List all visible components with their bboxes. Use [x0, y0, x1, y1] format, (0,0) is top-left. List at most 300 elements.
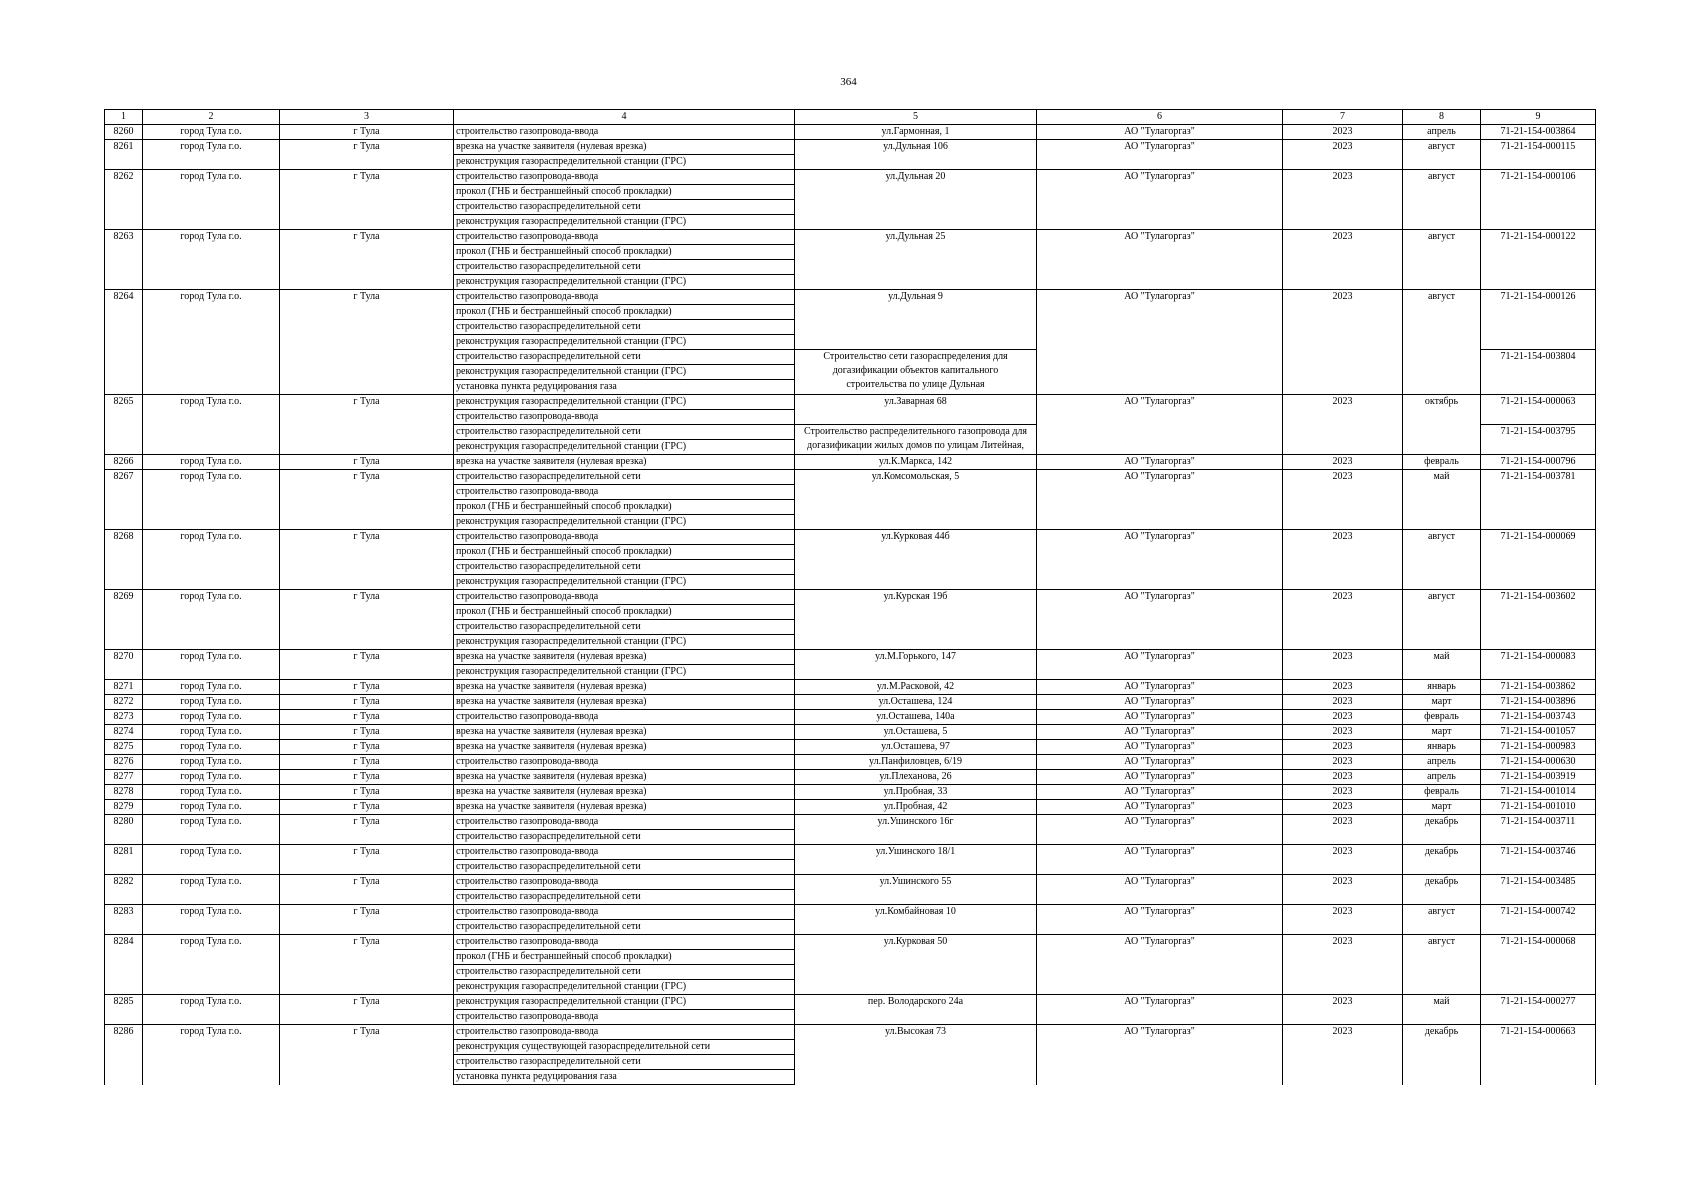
month-cell: декабрь — [1403, 845, 1481, 875]
district-cell: город Тула г.о. — [143, 680, 280, 695]
locality-cell: г Тула — [280, 395, 454, 455]
work-item: прокол (ГНБ и бестраншейный способ прокладки) — [454, 545, 795, 560]
code-cell: 71-21-154-003919 — [1481, 770, 1596, 785]
entry-number: 8285 — [105, 995, 143, 1025]
month-cell: январь — [1403, 740, 1481, 755]
organization-cell: АО "Тулагоргаз" — [1037, 695, 1283, 710]
entry-number: 8266 — [105, 455, 143, 470]
locality-cell: г Тула — [280, 800, 454, 815]
table-row — [105, 1025, 1596, 1040]
table-row — [105, 725, 1596, 740]
address-cell: ул.Дульная 20 — [795, 170, 1037, 230]
locality-cell: г Тула — [280, 680, 454, 695]
locality-cell: г Тула — [280, 170, 454, 230]
district-cell: город Тула г.о. — [143, 140, 280, 170]
district-cell: город Тула г.о. — [143, 695, 280, 710]
year-cell: 2023 — [1283, 695, 1403, 710]
year-cell: 2023 — [1283, 905, 1403, 935]
work-item: установка пункта редуцирования газа — [454, 380, 795, 395]
entry-number: 8269 — [105, 590, 143, 650]
address-cell: ул.Плеханова, 26 — [795, 770, 1037, 785]
year-cell: 2023 — [1283, 815, 1403, 845]
code-cell: 71-21-154-001057 — [1481, 725, 1596, 740]
column-header: 9 — [1481, 110, 1596, 125]
table-row — [105, 590, 1596, 605]
organization-cell: АО "Тулагоргаз" — [1037, 290, 1283, 395]
district-cell: город Тула г.о. — [143, 455, 280, 470]
work-item: строительство газопровода-ввода — [454, 170, 795, 185]
address-cell: ул.Дульная 9 — [795, 290, 1037, 350]
code-cell: 71-21-154-003864 — [1481, 125, 1596, 140]
month-cell: февраль — [1403, 785, 1481, 800]
district-cell: город Тула г.о. — [143, 995, 280, 1025]
work-item: врезка на участке заявителя (нулевая врезка) — [454, 680, 795, 695]
district-cell: город Тула г.о. — [143, 905, 280, 935]
district-cell: город Тула г.о. — [143, 710, 280, 725]
address-cell: ул.М.Горького, 147 — [795, 650, 1037, 680]
work-item: строительство газораспределительной сети — [454, 920, 795, 935]
address-note-line: Строительство распределительного газопровода для — [803, 426, 1028, 437]
organization-cell: АО "Тулагоргаз" — [1037, 125, 1283, 140]
month-cell: август — [1403, 170, 1481, 230]
entry-number: 8280 — [105, 815, 143, 845]
year-cell: 2023 — [1283, 755, 1403, 770]
organization-cell: АО "Тулагоргаз" — [1037, 170, 1283, 230]
locality-cell: г Тула — [280, 755, 454, 770]
address-cell: ул.Курская 19б — [795, 590, 1037, 650]
locality-cell: г Тула — [280, 815, 454, 845]
work-item: реконструкция газораспределительной станции (ГРС) — [454, 155, 795, 170]
table-body — [105, 125, 1596, 1085]
year-cell: 2023 — [1283, 845, 1403, 875]
locality-cell: г Тула — [280, 650, 454, 680]
work-item: прокол (ГНБ и бестраншейный способ прокладки) — [454, 245, 795, 260]
work-item: реконструкция газораспределительной станции (ГРС) — [454, 440, 795, 455]
work-item: строительство газопровода-ввода — [454, 1010, 795, 1025]
month-cell: август — [1403, 935, 1481, 995]
code-cell: 71-21-154-003602 — [1481, 590, 1596, 650]
work-item: строительство газопровода-ввода — [454, 410, 795, 425]
organization-cell: АО "Тулагоргаз" — [1037, 590, 1283, 650]
district-cell: город Тула г.о. — [143, 395, 280, 455]
year-cell: 2023 — [1283, 740, 1403, 755]
work-item: врезка на участке заявителя (нулевая врезка) — [454, 785, 795, 800]
work-item: реконструкция газораспределительной станции (ГРС) — [454, 395, 795, 410]
locality-cell: г Тула — [280, 140, 454, 170]
organization-cell: АО "Тулагоргаз" — [1037, 680, 1283, 695]
district-cell: город Тула г.о. — [143, 590, 280, 650]
work-item: реконструкция газораспределительной станции (ГРС) — [454, 335, 795, 350]
table-row — [105, 290, 1596, 305]
work-item: строительство газопровода-ввода — [454, 815, 795, 830]
table-row — [105, 395, 1596, 410]
address-cell: ул.К.Маркса, 142 — [795, 455, 1037, 470]
locality-cell: г Тула — [280, 725, 454, 740]
district-cell: город Тула г.о. — [143, 650, 280, 680]
work-item: строительство газораспределительной сети — [454, 425, 795, 440]
year-cell: 2023 — [1283, 530, 1403, 590]
entry-number: 8281 — [105, 845, 143, 875]
table-row — [105, 875, 1596, 890]
work-item: реконструкция существующей газораспределительной сети — [454, 1040, 795, 1055]
address-cell: ул.Дульная 25 — [795, 230, 1037, 290]
entry-number: 8276 — [105, 755, 143, 770]
work-item: врезка на участке заявителя (нулевая врезка) — [454, 770, 795, 785]
organization-cell: АО "Тулагоргаз" — [1037, 770, 1283, 785]
year-cell: 2023 — [1283, 725, 1403, 740]
work-item: строительство газораспределительной сети — [454, 965, 795, 980]
work-item: строительство газораспределительной сети — [454, 350, 795, 365]
address-cell: ул.Осташева, 124 — [795, 695, 1037, 710]
address-cell: ул.Осташева, 140а — [795, 710, 1037, 725]
month-cell: февраль — [1403, 455, 1481, 470]
district-cell: город Тула г.о. — [143, 815, 280, 845]
table-row — [105, 815, 1596, 830]
table-row — [105, 935, 1596, 950]
address-cell: ул.Дульная 106 — [795, 140, 1037, 170]
work-item: строительство газопровода-ввода — [454, 590, 795, 605]
work-item: реконструкция газораспределительной станции (ГРС) — [454, 665, 795, 680]
year-cell: 2023 — [1283, 125, 1403, 140]
organization-cell: АО "Тулагоргаз" — [1037, 650, 1283, 680]
locality-cell: г Тула — [280, 905, 454, 935]
locality-cell: г Тула — [280, 875, 454, 905]
month-cell: январь — [1403, 680, 1481, 695]
entry-number: 8268 — [105, 530, 143, 590]
locality-cell: г Тула — [280, 230, 454, 290]
organization-cell: АО "Тулагоргаз" — [1037, 230, 1283, 290]
address-cell: ул.Заварная 68 — [795, 395, 1037, 425]
locality-cell: г Тула — [280, 125, 454, 140]
work-item: реконструкция газораспределительной станции (ГРС) — [454, 275, 795, 290]
district-cell: город Тула г.о. — [143, 290, 280, 395]
table-row — [105, 755, 1596, 770]
work-item: строительство газопровода-ввода — [454, 935, 795, 950]
work-item: строительство газопровода-ввода — [454, 125, 795, 140]
code-cell: 71-21-154-003896 — [1481, 695, 1596, 710]
organization-cell: АО "Тулагоргаз" — [1037, 755, 1283, 770]
code-cell: 71-21-154-003485 — [1481, 875, 1596, 905]
column-header: 1 — [105, 110, 143, 125]
year-cell: 2023 — [1283, 770, 1403, 785]
year-cell: 2023 — [1283, 1025, 1403, 1085]
code-cell: 71-21-154-000069 — [1481, 530, 1596, 590]
district-cell: город Тула г.о. — [143, 470, 280, 530]
column-header: 3 — [280, 110, 454, 125]
organization-cell: АО "Тулагоргаз" — [1037, 395, 1283, 455]
month-cell: апрель — [1403, 770, 1481, 785]
address-cell: ул.Осташева, 5 — [795, 725, 1037, 740]
organization-cell: АО "Тулагоргаз" — [1037, 740, 1283, 755]
locality-cell: г Тула — [280, 530, 454, 590]
organization-cell: АО "Тулагоргаз" — [1037, 935, 1283, 995]
table-row — [105, 470, 1596, 485]
column-header: 6 — [1037, 110, 1283, 125]
entry-number: 8260 — [105, 125, 143, 140]
year-cell: 2023 — [1283, 470, 1403, 530]
work-item: строительство газопровода-ввода — [454, 905, 795, 920]
code-cell: 71-21-154-003743 — [1481, 710, 1596, 725]
work-item: строительство газораспределительной сети — [454, 260, 795, 275]
table-row — [105, 125, 1596, 140]
address-cell: ул.Осташева, 97 — [795, 740, 1037, 755]
district-cell: город Тула г.о. — [143, 875, 280, 905]
entry-number: 8275 — [105, 740, 143, 755]
organization-cell: АО "Тулагоргаз" — [1037, 875, 1283, 905]
year-cell: 2023 — [1283, 995, 1403, 1025]
code-cell: 71-21-154-003804 — [1481, 350, 1596, 395]
address-cell: ул.Ушинского 18/1 — [795, 845, 1037, 875]
header-row — [105, 110, 1596, 125]
table-row — [105, 770, 1596, 785]
locality-cell: г Тула — [280, 470, 454, 530]
code-cell: 71-21-154-000796 — [1481, 455, 1596, 470]
organization-cell: АО "Тулагоргаз" — [1037, 800, 1283, 815]
table-row — [105, 650, 1596, 665]
month-cell: март — [1403, 800, 1481, 815]
year-cell: 2023 — [1283, 140, 1403, 170]
table-row — [105, 710, 1596, 725]
work-item: строительство газораспределительной сети — [454, 320, 795, 335]
work-item: строительство газопровода-ввода — [454, 290, 795, 305]
work-item: прокол (ГНБ и бестраншейный способ прокладки) — [454, 950, 795, 965]
month-cell: апрель — [1403, 755, 1481, 770]
code-cell: 71-21-154-003781 — [1481, 470, 1596, 530]
work-item: врезка на участке заявителя (нулевая врезка) — [454, 800, 795, 815]
address-cell: ул.Пробная, 42 — [795, 800, 1037, 815]
work-item: строительство газопровода-ввода — [454, 710, 795, 725]
work-item: строительство газопровода-ввода — [454, 845, 795, 860]
entry-number: 8279 — [105, 800, 143, 815]
work-item: врезка на участке заявителя (нулевая врезка) — [454, 455, 795, 470]
entry-number: 8282 — [105, 875, 143, 905]
code-cell: 71-21-154-000277 — [1481, 995, 1596, 1025]
district-cell: город Тула г.о. — [143, 1025, 280, 1085]
year-cell: 2023 — [1283, 230, 1403, 290]
work-item: реконструкция газораспределительной станции (ГРС) — [454, 980, 795, 995]
entry-number: 8262 — [105, 170, 143, 230]
organization-cell: АО "Тулагоргаз" — [1037, 845, 1283, 875]
entry-number: 8270 — [105, 650, 143, 680]
address-cell: ул.Курковая 50 — [795, 935, 1037, 995]
organization-cell: АО "Тулагоргаз" — [1037, 815, 1283, 845]
work-item: строительство газопровода-ввода — [454, 1025, 795, 1040]
code-cell: 71-21-154-000083 — [1481, 650, 1596, 680]
work-item: строительство газопровода-ввода — [454, 875, 795, 890]
locality-cell: г Тула — [280, 1025, 454, 1085]
address-note-line: догазификации жилых домов по улицам Литейная, — [807, 440, 1024, 451]
work-item: строительство газораспределительной сети — [454, 560, 795, 575]
table-row — [105, 800, 1596, 815]
column-header: 5 — [795, 110, 1037, 125]
code-cell: 71-21-154-000063 — [1481, 395, 1596, 425]
locality-cell: г Тула — [280, 995, 454, 1025]
work-item: врезка на участке заявителя (нулевая врезка) — [454, 740, 795, 755]
code-cell: 71-21-154-000122 — [1481, 230, 1596, 290]
district-cell: город Тула г.о. — [143, 530, 280, 590]
work-item: строительство газопровода-ввода — [454, 530, 795, 545]
code-cell: 71-21-154-001014 — [1481, 785, 1596, 800]
table-row — [105, 785, 1596, 800]
district-cell: город Тула г.о. — [143, 230, 280, 290]
entry-number: 8274 — [105, 725, 143, 740]
locality-cell: г Тула — [280, 935, 454, 995]
district-cell: город Тула г.о. — [143, 935, 280, 995]
work-item: установка пункта редуцирования газа — [454, 1070, 795, 1085]
column-header: 8 — [1403, 110, 1481, 125]
year-cell: 2023 — [1283, 650, 1403, 680]
locality-cell: г Тула — [280, 770, 454, 785]
district-cell: город Тула г.о. — [143, 740, 280, 755]
code-cell: 71-21-154-000983 — [1481, 740, 1596, 755]
column-header: 4 — [454, 110, 795, 125]
address-cell: ул.Панфиловцев, 6/19 — [795, 755, 1037, 770]
entry-number: 8273 — [105, 710, 143, 725]
organization-cell: АО "Тулагоргаз" — [1037, 455, 1283, 470]
code-cell: 71-21-154-000106 — [1481, 170, 1596, 230]
year-cell: 2023 — [1283, 710, 1403, 725]
gasification-table — [104, 109, 1596, 1085]
column-header: 2 — [143, 110, 280, 125]
work-item: прокол (ГНБ и бестраншейный способ прокладки) — [454, 185, 795, 200]
table-row — [105, 845, 1596, 860]
organization-cell: АО "Тулагоргаз" — [1037, 470, 1283, 530]
work-item: врезка на участке заявителя (нулевая врезка) — [454, 650, 795, 665]
table-row — [105, 695, 1596, 710]
address-cell: ул.Ушинского 55 — [795, 875, 1037, 905]
address-cell: ул.Ушинского 16г — [795, 815, 1037, 845]
month-cell: март — [1403, 725, 1481, 740]
organization-cell: АО "Тулагоргаз" — [1037, 725, 1283, 740]
work-item: врезка на участке заявителя (нулевая врезка) — [454, 695, 795, 710]
organization-cell: АО "Тулагоргаз" — [1037, 905, 1283, 935]
year-cell: 2023 — [1283, 800, 1403, 815]
entry-number: 8277 — [105, 770, 143, 785]
year-cell: 2023 — [1283, 680, 1403, 695]
month-cell: август — [1403, 530, 1481, 590]
organization-cell: АО "Тулагоргаз" — [1037, 785, 1283, 800]
entry-number: 8265 — [105, 395, 143, 455]
work-item: реконструкция газораспределительной станции (ГРС) — [454, 365, 795, 380]
entry-number: 8261 — [105, 140, 143, 170]
locality-cell: г Тула — [280, 695, 454, 710]
entry-number: 8263 — [105, 230, 143, 290]
work-item: строительство газопровода-ввода — [454, 485, 795, 500]
code-cell: 71-21-154-000742 — [1481, 905, 1596, 935]
work-item: реконструкция газораспределительной станции (ГРС) — [454, 995, 795, 1010]
table-row — [105, 740, 1596, 755]
year-cell: 2023 — [1283, 935, 1403, 995]
work-item: строительство газораспределительной сети — [454, 620, 795, 635]
code-cell: 71-21-154-003862 — [1481, 680, 1596, 695]
code-cell: 71-21-154-000663 — [1481, 1025, 1596, 1085]
organization-cell: АО "Тулагоргаз" — [1037, 1025, 1283, 1085]
address-cell: ул.Гармонная, 1 — [795, 125, 1037, 140]
month-cell: февраль — [1403, 710, 1481, 725]
work-item: строительство газораспределительной сети — [454, 200, 795, 215]
work-item: прокол (ГНБ и бестраншейный способ прокладки) — [454, 305, 795, 320]
month-cell: декабрь — [1403, 875, 1481, 905]
work-item: строительство газораспределительной сети — [454, 1055, 795, 1070]
month-cell: август — [1403, 230, 1481, 290]
district-cell: город Тула г.о. — [143, 170, 280, 230]
locality-cell: г Тула — [280, 590, 454, 650]
month-cell: май — [1403, 650, 1481, 680]
month-cell: август — [1403, 290, 1481, 395]
organization-cell: АО "Тулагоргаз" — [1037, 530, 1283, 590]
table-row — [105, 170, 1596, 185]
locality-cell: г Тула — [280, 455, 454, 470]
locality-cell: г Тула — [280, 290, 454, 395]
code-cell: 71-21-154-001010 — [1481, 800, 1596, 815]
district-cell: город Тула г.о. — [143, 800, 280, 815]
month-cell: декабрь — [1403, 815, 1481, 845]
address-cell: ул.Комсомольская, 5 — [795, 470, 1037, 530]
work-item: строительство газопровода-ввода — [454, 755, 795, 770]
year-cell: 2023 — [1283, 395, 1403, 455]
district-cell: город Тула г.о. — [143, 755, 280, 770]
work-item: реконструкция газораспределительной станции (ГРС) — [454, 635, 795, 650]
entry-number: 8267 — [105, 470, 143, 530]
table-row — [105, 680, 1596, 695]
month-cell: октябрь — [1403, 395, 1481, 455]
address-cell: пер. Володарского 24а — [795, 995, 1037, 1025]
locality-cell: г Тула — [280, 845, 454, 875]
page-number: 364 — [840, 76, 857, 88]
table-row — [105, 230, 1596, 245]
address-cell: ул.Высокая 73 — [795, 1025, 1037, 1085]
district-cell: город Тула г.о. — [143, 770, 280, 785]
month-cell: август — [1403, 140, 1481, 170]
column-header: 7 — [1283, 110, 1403, 125]
work-item: прокол (ГНБ и бестраншейный способ прокладки) — [454, 500, 795, 515]
month-cell: май — [1403, 995, 1481, 1025]
code-cell: 71-21-154-003746 — [1481, 845, 1596, 875]
address-note-cell — [795, 350, 1037, 395]
organization-cell: АО "Тулагоргаз" — [1037, 140, 1283, 170]
address-cell: ул.М.Расковой, 42 — [795, 680, 1037, 695]
month-cell: май — [1403, 470, 1481, 530]
work-item: строительство газораспределительной сети — [454, 860, 795, 875]
district-cell: город Тула г.о. — [143, 725, 280, 740]
address-note-line: Строительство сети газораспределения для — [823, 351, 1008, 362]
organization-cell: АО "Тулагоргаз" — [1037, 995, 1283, 1025]
entry-number: 8278 — [105, 785, 143, 800]
month-cell: август — [1403, 905, 1481, 935]
table-row — [105, 530, 1596, 545]
code-cell: 71-21-154-000068 — [1481, 935, 1596, 995]
work-item: строительство газораспределительной сети — [454, 470, 795, 485]
address-note-line: строительства по улице Дульная — [846, 379, 985, 390]
work-item: прокол (ГНБ и бестраншейный способ прокладки) — [454, 605, 795, 620]
address-cell: ул.Курковая 44б — [795, 530, 1037, 590]
code-cell: 71-21-154-003711 — [1481, 815, 1596, 845]
month-cell: август — [1403, 590, 1481, 650]
entry-number: 8271 — [105, 680, 143, 695]
table-row — [105, 905, 1596, 920]
year-cell: 2023 — [1283, 455, 1403, 470]
locality-cell: г Тула — [280, 710, 454, 725]
entry-number: 8264 — [105, 290, 143, 395]
year-cell: 2023 — [1283, 875, 1403, 905]
address-note-line: догазификации объектов капитального — [832, 365, 999, 376]
work-item: строительство газораспределительной сети — [454, 890, 795, 905]
code-cell: 71-21-154-000115 — [1481, 140, 1596, 170]
entry-number: 8286 — [105, 1025, 143, 1085]
work-item: врезка на участке заявителя (нулевая врезка) — [454, 140, 795, 155]
locality-cell: г Тула — [280, 740, 454, 755]
district-cell: город Тула г.о. — [143, 125, 280, 140]
